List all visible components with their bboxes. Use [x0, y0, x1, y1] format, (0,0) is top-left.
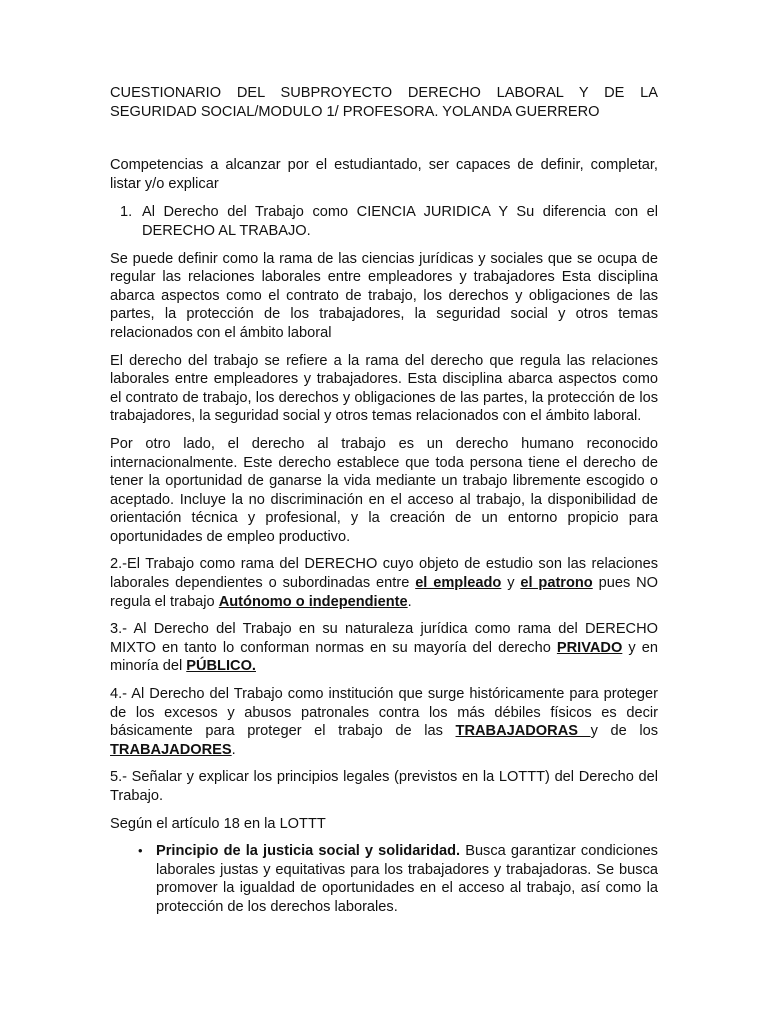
question-3: [110, 620, 658, 676]
numbered-item-text: Al Derecho del Trabajo como CIENCIA JURIDICA Y Su diferencia con el DERECHO AL TRABAJO.: [142, 204, 658, 239]
list-number: 1.: [120, 204, 133, 221]
q4-text: 4.- Al Derecho del Trabajo como institución que surge históricamente para proteger de los excesos y abusos patronales contra los más débiles físicos es decir básicamente para proteger el trabajo de las: [110, 686, 658, 740]
question-5: 5.- Señalar y explicar los principios legales (previstos en la LOTTT) del Derecho del Trabajo.: [110, 769, 658, 804]
numbered-item-1: [110, 203, 658, 240]
q3-privado: PRIVADO: [556, 639, 623, 656]
paragraph-definition: Se puede definir como la rama de las ciencias jurídicas y sociales que se ocupa de regular las relaciones laborales entre empleadores y trabajadores Esta disciplina abarca aspectos como el contrato de trabajo, los derechos y obligaciones de las partes, la protección de los trabajadores, la seguridad social y otros temas relacionados con el ámbito laboral: [110, 250, 658, 341]
bullet-text: [156, 842, 658, 916]
q2-text: 2.-El Trabajo como rama del DERECHO cuyo objeto de estudio son las relaciones laborales dependientes o subordinadas entre: [110, 556, 658, 592]
document-title: CUESTIONARIO DEL SUBPROYECTO DERECHO LABORAL Y DE LA SEGURIDAD SOCIAL/MODULO 1/ PROFESORA. YOLANDA GUERRERO: [110, 85, 658, 120]
document-body: [110, 84, 658, 917]
q4-trabajadoras: TRABAJADORAS: [455, 723, 591, 740]
question-2: [110, 555, 658, 611]
bullet-icon: •: [138, 843, 143, 859]
q2-text: pues NO regula el trabajo: [110, 575, 658, 610]
bullet-item-justicia-social: [110, 842, 658, 916]
q4-text: y de los: [590, 723, 659, 740]
principle-description: Busca garantizar condiciones laborales justas y equitativas para los trabajadores y trabajadoras. Se busca promover la igualdad de oportunidades en el acceso al trabajo, así como la protección de los derechos laborales.: [156, 843, 658, 915]
q2-empleado: el empleado: [415, 575, 502, 592]
q3-text: y en minoría del: [110, 639, 658, 675]
q2-text: .: [407, 593, 412, 610]
q2-patrono: el patrono: [520, 575, 593, 592]
q2-text: y: [501, 575, 521, 592]
q4-trabajadores: TRABAJADORES: [110, 741, 232, 758]
competencias-intro: Competencias a alcanzar por el estudiantado, ser capaces de definir, completar, listar y/o explicar: [110, 157, 658, 192]
q4-text: .: [231, 741, 236, 758]
q2-autonomo: Autónomo o independiente: [218, 593, 408, 610]
q3-text: 3.- Al Derecho del Trabajo en su naturaleza jurídica como rama del DERECHO MIXTO en tanto lo conforman normas en su mayoría del derecho: [110, 621, 658, 656]
article-18-intro: Según el artículo 18 en la LOTTT: [110, 815, 326, 832]
q3-publico: PÚBLICO.: [186, 658, 256, 675]
paragraph-derecho-al-trabajo: Por otro lado, el derecho al trabajo es un derecho humano reconocido internacionalmente. Este derecho establece que toda persona tiene el derecho de tener la oportunidad de ganarse la vida mediante un trabajo libremente escogido o aceptado. Incluye la no discriminación en el acceso al trabajo, la disponibilidad de orientación técnica y profesional, y la creación de un entorno propicio para oportunidades de empleo productivo.: [110, 435, 658, 545]
paragraph-derecho-del-trabajo: El derecho del trabajo se refiere a la rama del derecho que regula las relaciones laborales entre empleadores y trabajadores. Esta disciplina abarca aspectos como el contrato de trabajo, los derechos y obligaciones de las partes, la protección de los trabajadores, la seguridad social y otros temas relacionados con el ámbito laboral.: [110, 352, 658, 425]
principle-title: Principio de la justicia social y solidaridad.: [156, 843, 461, 860]
question-4: [110, 685, 658, 759]
